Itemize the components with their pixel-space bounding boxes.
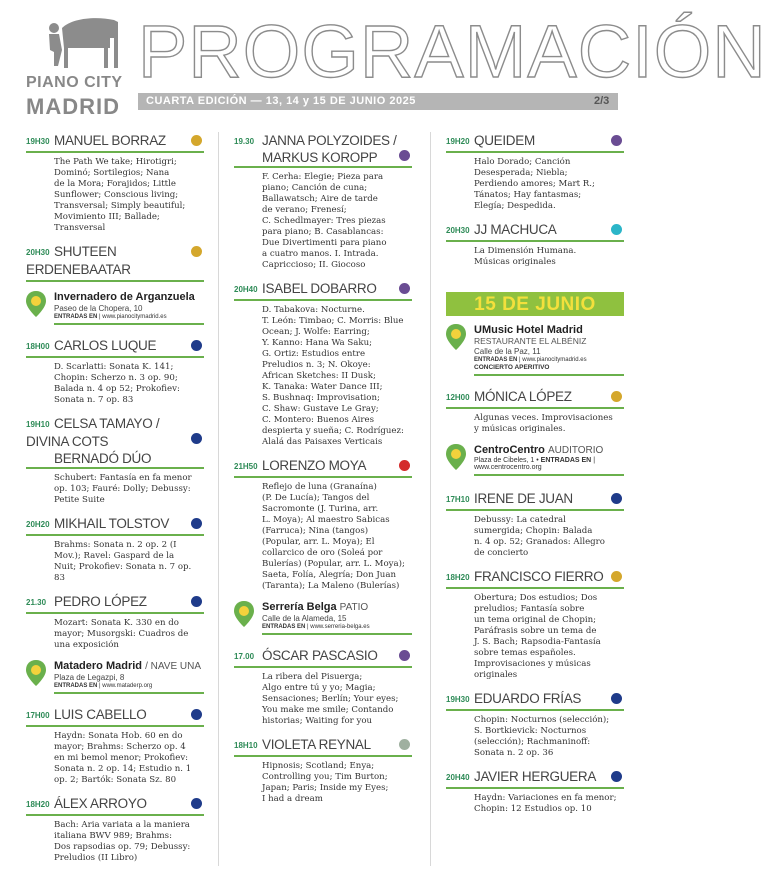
program-line: en mi bemol menor; Prokofiev: [54, 753, 189, 763]
column-1 [26, 132, 204, 873]
event-time: 18H00 [26, 342, 50, 351]
event-shuteen-erdenebaatar [26, 243, 204, 282]
program-line: (Popular, arr. L. Moya); El [262, 537, 375, 547]
category-dot [191, 433, 202, 444]
program-line: a cuatro manos. I. Intrada. [262, 249, 379, 259]
program-line: Haydn: Variaciones en fa menor; [474, 793, 617, 803]
program-line: African Sketches: II Dusk; [262, 371, 376, 381]
program-line: Debussy: La catedral [474, 515, 566, 525]
location-pin-icon [26, 291, 46, 317]
program-line: Improvisaciones y músicas [474, 659, 591, 669]
event-program [26, 469, 204, 506]
venue-address: Calle de la Alameda, 15 [262, 614, 347, 623]
column-3 [446, 132, 624, 824]
event-irene-de-juan [446, 490, 624, 559]
event-time: 18H20 [446, 573, 470, 582]
program-line: Saeta, Folía, Alegría; Don Juan [262, 570, 397, 580]
program-line: Alalá das Paisaxes Verticais [262, 437, 383, 447]
program-line: T. León: Timbao; C. Morris: Blue [262, 316, 404, 326]
program-line: op. 103; Fauré: Dolly; Debussy: [54, 484, 191, 494]
category-dot [191, 340, 202, 351]
category-dot [611, 493, 622, 504]
program-line: G. Ortiz: Estudios entre [262, 349, 366, 359]
event-celsa-tamayo [26, 415, 204, 506]
program-line: J. S. Bach; Rapsodia-Fantasía [474, 637, 601, 647]
venue-name: UMusic Hotel Madrid [474, 324, 583, 336]
program-line: Due Divertimenti para piano [262, 238, 387, 248]
category-dot [191, 518, 202, 529]
edition-text: CUARTA EDICIÓN — 13, 14 y 15 DE JUNIO 2025 [146, 95, 416, 107]
event-time: 21.30 [26, 598, 47, 607]
event-program [446, 789, 624, 815]
program-line: Reflejo de luna (Granaína) [262, 482, 377, 492]
venue-serreria-belga [234, 601, 412, 635]
program-line: Chopin: Nocturnos (selección); [474, 715, 610, 725]
event-time: 17.00 [234, 652, 255, 661]
category-dot [399, 650, 410, 661]
event-artist: ÁLEX ARROYO [54, 796, 147, 811]
page-title: PROGRAMACIÓN [138, 10, 767, 93]
category-dot [191, 135, 202, 146]
event-time: 19H20 [446, 137, 470, 146]
event-francisco-fierro [446, 568, 624, 681]
program-line: y músicas originales. [474, 424, 566, 434]
event-artist: LORENZO MOYA [262, 458, 367, 473]
event-program [26, 816, 204, 864]
event-isabel-dobarro [234, 280, 412, 448]
event-program [26, 153, 204, 234]
program-line: Elegía; Despedida. [474, 201, 556, 211]
program-line: n. 4 op. 52; Granados: Allegro [474, 537, 605, 547]
program-line: Perdiendo amores; Mart R.; [474, 179, 595, 189]
logo-line-1: PIANO CITY [26, 74, 123, 91]
event-artist: FRANCISCO FIERRO [474, 569, 604, 584]
program-line: Preludios (II Libro) [54, 853, 138, 863]
program-line: Chopin: 12 Estudios op. 10 [474, 804, 592, 814]
program-line: Balada n. 4 op 52; Prokofiev: [54, 384, 180, 394]
program-line: mayor; Musorgski: Cuadros de [54, 629, 189, 639]
event-artist: MÓNICA LÓPEZ [474, 389, 572, 404]
program-line: (P. De Lucía); Tangos del [262, 493, 370, 503]
program-line: Japan; Paris; Inside my Eyes; [262, 783, 389, 793]
program-line: Petite Suite [54, 495, 105, 505]
program-line: Paráfrasis sobre un tema de [474, 626, 597, 636]
event-pedro-lopez [26, 593, 204, 651]
event-artist: MIKHAIL TOLSTOV [54, 516, 170, 531]
program-line: Desesperada; Niebla; [474, 168, 568, 178]
venue-name: Matadero Madrid / NAVE UNA [54, 660, 202, 672]
program-line: 83 [54, 573, 65, 583]
category-dot [611, 693, 622, 704]
program-line: Capriccioso; II. Giocoso [262, 260, 366, 270]
program-line: sumergida; Chopin: Balada [474, 526, 593, 536]
program-line: piano; Canción de cuna; [262, 183, 368, 193]
event-eduardo-frias [446, 690, 624, 759]
program-line: Ballawatsch; Aire de tarde [262, 194, 378, 204]
program-line: C. Schedlmayer: Tres piezas [262, 216, 386, 226]
program-line: Hipnosis; Scotland; Enya; [262, 761, 375, 771]
venue-name: Invernadero de Arganzuela [54, 291, 195, 303]
program-line: La Dimensión Humana. [474, 246, 577, 256]
program-line: Mov.); Ravel: Gaspard de la [54, 551, 175, 561]
program-line: D. Tabakova: Nocturne. [262, 305, 365, 315]
program-line: de concierto [474, 548, 529, 558]
event-jj-machuca [446, 221, 624, 268]
event-program [234, 301, 412, 448]
program-line: una exposición [54, 640, 119, 650]
event-queidem [446, 132, 624, 212]
column-divider [430, 132, 431, 866]
venue-address: Paseo de la Chopera, 10 [54, 304, 143, 313]
page-number: 2/3 [594, 95, 610, 107]
event-time: 19H30 [26, 137, 50, 146]
piano-city-logo [26, 14, 138, 119]
event-janna-polyzoides [234, 132, 412, 271]
event-time: 21H50 [234, 462, 258, 471]
category-dot [191, 596, 202, 607]
venue-subtitle: RESTAURANTE EL ALBÉNIZ [474, 336, 587, 346]
program-line: Schubert: Fantasía en fa menor [54, 473, 192, 483]
program-line: Brahms: Sonata n. 2 op. 2 (I [54, 540, 177, 550]
category-dot [611, 135, 622, 146]
program-line: Sonata n. 2 op. 36 [474, 748, 554, 758]
event-mikhail-tolstov [26, 515, 204, 584]
program-line: Movimiento III; Ballade; [54, 212, 160, 222]
event-artist: PEDRO LÓPEZ [54, 594, 147, 609]
program-line: op. 2; Bartók: Sonata Sz. 80 [54, 775, 177, 785]
event-program [446, 589, 624, 681]
program-line: Transversal [54, 223, 106, 233]
column-divider [218, 132, 219, 866]
program-line: Algunas veces. Improvisaciones [474, 413, 613, 423]
venue-umusic-hotel [446, 324, 624, 376]
program-line: (Taranta); La Maleno (Bulerías) [262, 581, 400, 591]
category-dot [399, 460, 410, 471]
event-lorenzo-moya [234, 457, 412, 592]
program-line: Sensaciones; Berlín; Your eyes; [262, 694, 399, 704]
column-2 [234, 132, 412, 814]
event-time: 20H40 [446, 773, 470, 782]
program-line: despierta y sueña; C. Rodríguez: [262, 426, 404, 436]
event-time: 20H20 [26, 520, 50, 529]
program-line: collarcico de oro (Soleá por [262, 548, 383, 558]
category-dot [399, 283, 410, 294]
event-artist-line-2: MARKUS KOROPP [262, 150, 378, 165]
program-line: The Path We take; Hirotigri; [54, 157, 177, 167]
venue-matadero [26, 660, 204, 694]
location-pin-icon [446, 444, 466, 470]
venue-centrocentro [446, 444, 624, 478]
venue-address: Plaza de Legazpi, 8 [54, 673, 125, 682]
event-artist: JAVIER HERGUERA [474, 769, 597, 784]
category-dot [191, 709, 202, 720]
event-program [446, 409, 624, 435]
event-alex-arroyo [26, 795, 204, 864]
program-line: C. Montero: Buenos Aires [262, 415, 375, 425]
program-line: mayor; Brahms: Scherzo op. 4 [54, 742, 186, 752]
event-artist: JANNA POLYZOIDES / [262, 133, 397, 148]
category-dot [611, 391, 622, 402]
category-dot [611, 771, 622, 782]
event-program [26, 614, 204, 651]
venue-address-web: Plaza de Cibeles, 1 • ENTRADAS EN | www.centrocentro.org [474, 457, 596, 471]
program-line: Sonata n. 2 op. 14; Estudio n. 1 [54, 764, 192, 774]
program-line: Halo Dorado; Canción [474, 157, 571, 167]
program-line: originales [474, 670, 518, 680]
event-time: 17H00 [26, 711, 50, 720]
program-line: D. Scarlatti: Sonata K. 141; [54, 362, 174, 372]
program-line: sobre temas españoles. [474, 648, 576, 658]
category-dot [611, 571, 622, 582]
category-dot [191, 798, 202, 809]
event-program [234, 168, 412, 271]
event-manuel-borraz [26, 132, 204, 234]
location-pin-icon [234, 601, 254, 627]
program-line: Nuit; Prokofiev: Sonata n. 7 op. [54, 562, 192, 572]
event-program [446, 511, 624, 559]
program-line: Haydn: Sonata Hob. 60 en do [54, 731, 183, 741]
event-time: 19H30 [446, 695, 470, 704]
event-artist: LUIS CABELLO [54, 707, 147, 722]
category-dot [399, 150, 410, 161]
program-line: Bach: Aria variata a la maniera [54, 820, 190, 830]
program-line: La ribera del Pisuerga; [262, 672, 363, 682]
program-line: de la Mora; Forajidos; Little [54, 179, 176, 189]
event-artist: QUEIDEM [474, 133, 535, 148]
program-line: un tema original de Chopin; [474, 615, 597, 625]
venue-name: Serrería Belga PATIO [262, 601, 369, 613]
program-line: S. Bushnaq: Improvisation; [262, 393, 380, 403]
event-luis-cabello [26, 706, 204, 786]
venue-web: ENTRADAS EN | www.pianocitymadrid.es [474, 357, 587, 363]
program-line: Sonata n. 7 op. 83 [54, 395, 134, 405]
program-line: I had a dream [262, 794, 323, 804]
program-line: Bulerías) (Popular, arr. L. Moya); [262, 559, 405, 569]
program-line: Obertura; Dos estudios; Dos [474, 593, 598, 603]
venue-note: CONCIERTO APERITIVO [474, 364, 550, 371]
location-pin-icon [446, 324, 466, 350]
event-artist: EDUARDO FRÍAS [474, 691, 582, 706]
event-program [234, 757, 412, 805]
program-line: C. Shaw: Gustave Le Gray; [262, 404, 379, 414]
program-line: S. Bortkievick: Nocturnos [474, 726, 587, 736]
event-program [234, 668, 412, 727]
venue-address: Calle de la Paz, 11 [474, 347, 541, 356]
event-time: 20H30 [26, 248, 50, 257]
program-line: F. Cerha: Elegie; Pieza para [262, 172, 384, 182]
event-oscar-pascasio [234, 647, 412, 727]
event-artist: CARLOS LUQUE [54, 338, 157, 353]
event-time: 20H30 [446, 226, 470, 235]
event-javier-herguera [446, 768, 624, 815]
program-line: de verano; Frenesí; [262, 205, 347, 215]
event-monica-lopez [446, 388, 624, 435]
event-artist: MANUEL BORRAZ [54, 133, 166, 148]
program-line: K. Tanaka: Water Dance III; [262, 382, 383, 392]
event-artist: ÓSCAR PASCASIO [262, 648, 378, 663]
event-artist: IRENE DE JUAN [474, 491, 573, 506]
program-line: preludios; Fantasía sobre [474, 604, 585, 614]
event-program [446, 242, 624, 268]
event-artist: ISABEL DOBARRO [262, 281, 377, 296]
date-band-label: 15 DE JUNIO [474, 294, 596, 315]
event-program [26, 536, 204, 584]
program-line: Tánatos; Hay fantasmas; [474, 190, 582, 200]
event-carlos-luque [26, 337, 204, 406]
event-program [446, 153, 624, 212]
venue-invernadero [26, 291, 204, 325]
program-line: Mozart: Sonata K. 330 en do [54, 618, 179, 628]
event-violeta-reynal [234, 736, 412, 805]
event-artist-line-2: BERNADÓ DÚO [54, 451, 152, 466]
event-artist: VIOLETA REYNAL [262, 737, 371, 752]
program-line: Y. Kanno: Hana Wa Saku; [262, 338, 373, 348]
program-line: para piano; B. Casablancas: [262, 227, 384, 237]
program-line: Controlling you; Tim Burton; [262, 772, 388, 782]
program-line: Músicas originales [474, 257, 556, 267]
program-line: Sunflower; Conscious living; [54, 190, 179, 200]
event-artist: JJ MACHUCA [474, 222, 557, 237]
event-time: 18H10 [234, 741, 258, 750]
venue-web: ENTRADAS EN | www.mataderp.org [54, 683, 153, 689]
event-time: 18H20 [26, 800, 50, 809]
date-band [446, 292, 624, 316]
event-time: 12H00 [446, 393, 470, 402]
program-line: Transversal; Simply beautiful; [54, 201, 186, 211]
event-time: 20H40 [234, 285, 258, 294]
venue-name: CentroCentro AUDITORIO [474, 444, 604, 456]
venue-web: ENTRADAS EN | www.pianocitymadrid.es [54, 314, 167, 320]
program-line: historias; Waiting for you [262, 716, 373, 726]
program-line: Sacromonte (J. Turina, arr. [262, 504, 379, 514]
program-line: Dos rapsodias op. 79; Debussy: [54, 842, 191, 852]
program-line: Dominó; Sortilegios; Nana [54, 168, 170, 178]
program-line: Algo entre tú y yo; Magia; [262, 683, 376, 693]
event-artist: SHUTEEN ERDENEBAATAR [26, 244, 131, 277]
venue-web: ENTRADAS EN | www.serreria-belga.es [262, 624, 370, 630]
category-dot [191, 246, 202, 257]
program-line: L. Moya); Al maestro Sabicas [262, 515, 390, 525]
location-pin-icon [26, 660, 46, 686]
event-time: 17H10 [446, 495, 470, 504]
event-time: 19H10 [26, 420, 50, 429]
event-program [446, 711, 624, 759]
program-line: Chopin: Scherzo n. 3 op. 90; [54, 373, 178, 383]
program-line: italiana BWV 989; Brahms: [54, 831, 172, 841]
program-line: You make me smile; Contando [262, 705, 394, 715]
program-line: (Farruca); Nina (tangos) [262, 526, 369, 536]
event-time: 19.30 [234, 137, 255, 146]
piano-icon [44, 14, 124, 72]
category-dot [399, 739, 410, 750]
event-program [26, 358, 204, 406]
event-program [26, 727, 204, 786]
program-line: Preludios n. 3; N. Okoye: [262, 360, 371, 370]
event-program [234, 478, 412, 592]
category-dot [611, 224, 622, 235]
event-artist: CELSA TAMAYO / DIVINA COTS [26, 416, 160, 449]
program-line: (selección); Rachmaninoff: [474, 737, 591, 747]
program-line: Ocean; J. Wolfe: Earring; [262, 327, 370, 337]
logo-line-2: MADRID [26, 94, 120, 119]
